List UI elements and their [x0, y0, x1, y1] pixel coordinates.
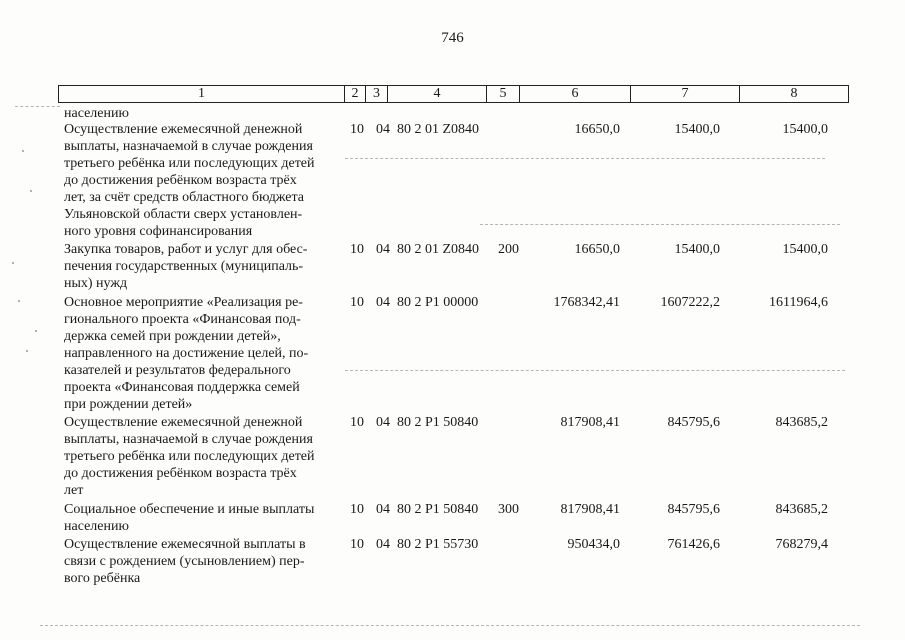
- row-amount-6: 16650,0: [574, 242, 620, 257]
- header-col-7: 7: [631, 86, 740, 103]
- row-amount-7: 1607222,2: [660, 295, 720, 310]
- row-subsection: 04: [376, 242, 390, 257]
- row-amount-8: 1611964,6: [769, 295, 828, 310]
- scan-speck: [30, 190, 32, 192]
- row-amount-8: 843685,2: [775, 415, 828, 430]
- row-subsection: 04: [376, 502, 390, 517]
- row-subsection: 04: [376, 122, 390, 137]
- scan-artifact: [345, 158, 825, 159]
- scan-speck: [22, 150, 24, 152]
- header-col-8: 8: [740, 86, 849, 103]
- row-amount-7: 845795,6: [667, 415, 720, 430]
- scan-artifact: [15, 106, 60, 107]
- row-section: 10: [350, 295, 364, 310]
- row-section: 10: [350, 122, 364, 137]
- row-target-code: 80 2 P1 00000: [397, 295, 479, 310]
- row-section: 10: [350, 502, 364, 517]
- page-number: 746: [441, 30, 464, 46]
- scan-artifact: [345, 370, 845, 371]
- table-header: [58, 85, 849, 103]
- scan-artifact: [480, 224, 840, 225]
- header-col-2: 2: [345, 86, 366, 103]
- row-subsection: 04: [376, 295, 390, 310]
- row-amount-8: 768279,4: [775, 537, 828, 552]
- row-target-code: 80 2 P1 50840: [397, 415, 479, 430]
- row-amount-7: 15400,0: [674, 242, 720, 257]
- row-amount-7: 761426,6: [667, 537, 720, 552]
- row-name: Осуществление ежемесячной выплаты в связи с рождением (усыновлением) пер- вого ребёнка: [64, 537, 306, 586]
- row-target-code: 80 2 P1 50840: [397, 502, 479, 517]
- row-amount-6: 817908,41: [560, 502, 620, 517]
- row-amount-7: 845795,6: [667, 502, 720, 517]
- header-col-4: 4: [388, 86, 487, 103]
- row-subsection: 04: [376, 537, 390, 552]
- scan-speck: [12, 262, 14, 264]
- row-section: 10: [350, 537, 364, 552]
- row-name: Основное мероприятие «Реализация ре- гионального проекта «Финансовая под- держка семей при рождении детей», направленного на достижение целей, по- казателей и результатов федерального проекта «Финансовая поддержка семей при рождении детей»: [64, 295, 309, 412]
- row-section: 10: [350, 415, 364, 430]
- row-amount-8: 843685,2: [775, 502, 828, 517]
- row-amount-8: 15400,0: [782, 122, 828, 137]
- row-amount-6: 817908,41: [560, 415, 620, 430]
- scan-speck: [18, 300, 20, 302]
- row-name: Осуществление ежемесячной денежной выплаты, назначаемой в случае рождения третьего ребёнка или последующих детей до достижения ребёнком возраста трёх лет, за счёт средств областного бюджета Ульяновской области сверх установлен- ного уровня софинансирования: [64, 122, 315, 239]
- row-name: населению: [64, 106, 129, 121]
- row-expense-type: 300: [498, 502, 519, 517]
- row-amount-8: 15400,0: [782, 242, 828, 257]
- row-expense-type: 200: [498, 242, 519, 257]
- row-section: 10: [350, 242, 364, 257]
- row-amount-7: 15400,0: [674, 122, 720, 137]
- scan-speck: [26, 350, 28, 352]
- row-target-code: 80 2 01 Z0840: [397, 122, 480, 137]
- header-col-5: 5: [487, 86, 520, 103]
- header-col-1: 1: [59, 86, 345, 103]
- row-subsection: 04: [376, 415, 390, 430]
- row-amount-6: 950434,0: [567, 537, 620, 552]
- scan-speck: [35, 330, 37, 332]
- row-amount-6: 1768342,41: [553, 295, 620, 310]
- header-col-3: 3: [366, 86, 388, 103]
- row-target-code: 80 2 01 Z0840: [397, 242, 480, 257]
- header-col-6: 6: [520, 86, 631, 103]
- scan-artifact: [40, 625, 860, 626]
- row-amount-6: 16650,0: [574, 122, 620, 137]
- row-name: Закупка товаров, работ и услуг для обес- печения государственных (муниципаль- ных) нужд: [64, 242, 308, 291]
- row-name: Осуществление ежемесячной денежной выплаты, назначаемой в случае рождения третьего ребёнка или последующих детей до достижения ребёнком возраста трёх лет: [64, 415, 315, 498]
- row-name: Социальное обеспечение и иные выплаты населению: [64, 502, 315, 534]
- row-target-code: 80 2 P1 55730: [397, 537, 479, 552]
